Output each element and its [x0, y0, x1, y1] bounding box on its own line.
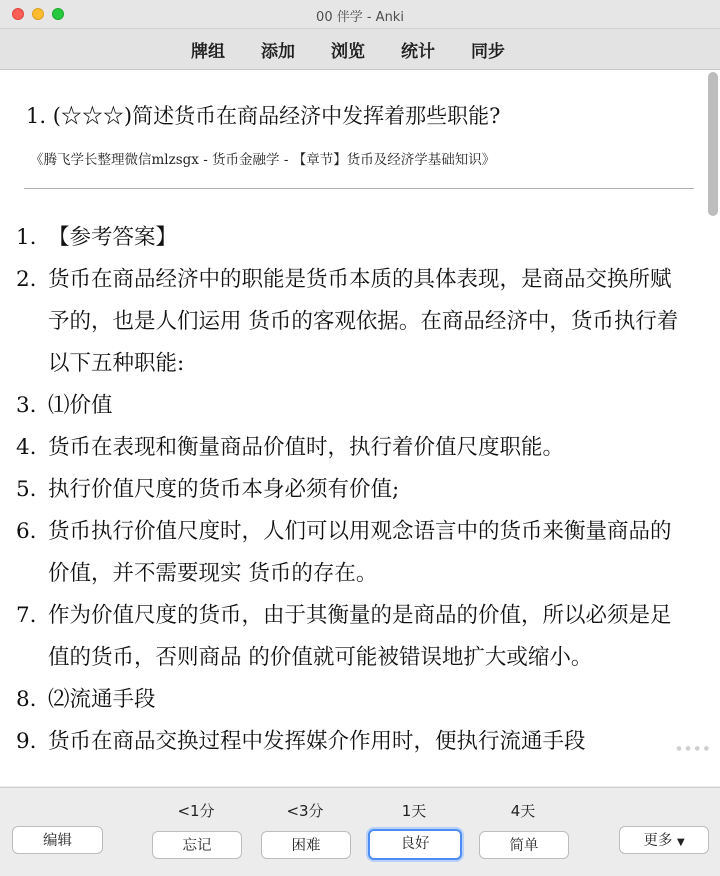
main-toolbar: [0, 29, 720, 70]
card-question: 1. (☆☆☆)简述货币在商品经济中发挥着那些职能?: [26, 104, 501, 128]
edit-button[interactable]: 编辑: [12, 826, 103, 854]
item-number: 9.: [16, 729, 37, 754]
item-number: 4.: [16, 435, 37, 460]
interval-easy: 4天: [510, 802, 536, 820]
again-button[interactable]: 忘记: [152, 831, 242, 859]
answer-divider: [24, 188, 694, 189]
good-button[interactable]: 良好: [368, 829, 462, 860]
item-text: 货币在商品交换过程中发挥媒介作用时，便执行流通手段: [48, 729, 586, 754]
item-text: ⑵流通手段: [48, 687, 156, 712]
interval-again: <1分: [177, 802, 215, 820]
answer-item: [16, 511, 692, 595]
more-button[interactable]: [619, 826, 709, 854]
item-text: 【参考答案】: [48, 225, 178, 250]
hard-button[interactable]: 困难: [261, 831, 351, 859]
item-number: 3.: [16, 393, 37, 418]
interval-hard: <3分: [286, 802, 324, 820]
answer-item: [16, 385, 692, 427]
item-number: 1.: [16, 225, 37, 250]
answer-list: [16, 217, 692, 763]
answer-item: [16, 259, 692, 385]
item-number: 6.: [16, 519, 37, 544]
answer-item: [16, 217, 692, 259]
answer-item: [16, 721, 692, 763]
item-text: ⑴价值: [48, 393, 113, 418]
answer-item: [16, 469, 692, 511]
answer-item: [16, 427, 692, 469]
interval-good: 1天: [401, 802, 427, 820]
add-button[interactable]: 添加: [261, 42, 295, 62]
decks-button[interactable]: 牌组: [191, 42, 225, 62]
item-number: 7.: [16, 603, 37, 628]
dropdown-caret-icon: ▼: [676, 837, 685, 848]
easy-button[interactable]: 简单: [479, 831, 569, 859]
answer-item: [16, 679, 692, 721]
title-bar: [0, 0, 720, 29]
scrollbar-thumb[interactable]: [708, 72, 718, 216]
sync-button[interactable]: 同步: [471, 42, 505, 62]
item-text: 货币在商品经济中的职能是货币本质的具体表现，是商品交换所赋予的，也是人们运用 货币的客观依据。在商品经济中，货币执行着以下五种职能:: [48, 267, 679, 376]
item-text: 作为价值尺度的货币，由于其衡量的是商品的价值，所以必须是足值的货币，否则商品 的价值就可能被错误地扩大或缩小。: [48, 603, 672, 670]
item-text: 货币执行价值尺度时，人们可以用观念语言中的货币来衡量商品的价值，并不需要现实 货币的存在。: [48, 519, 672, 586]
scroll-grip-icon: ● ● ● ●: [676, 745, 710, 752]
item-number: 5.: [16, 477, 37, 502]
stats-button[interactable]: 统计: [401, 42, 435, 62]
window-title: 00 伴学 - Anki: [316, 10, 404, 25]
card-view[interactable]: [0, 70, 720, 786]
item-number: 2.: [16, 267, 37, 292]
card-source: 《腾飞学长整理微信mlzsgx - 货币金融学 - 【章节】货币及经济学基础知识》: [30, 152, 496, 168]
item-text: 货币在表现和衡量商品价值时，执行着价值尺度职能。: [48, 435, 565, 460]
more-button-label: 更多: [643, 833, 673, 849]
answer-bar: [0, 787, 720, 876]
answer-item: [16, 595, 692, 679]
item-text: 执行价值尺度的货币本身必须有价值;: [48, 477, 400, 502]
item-number: 8.: [16, 687, 37, 712]
browse-button[interactable]: 浏览: [331, 42, 365, 62]
